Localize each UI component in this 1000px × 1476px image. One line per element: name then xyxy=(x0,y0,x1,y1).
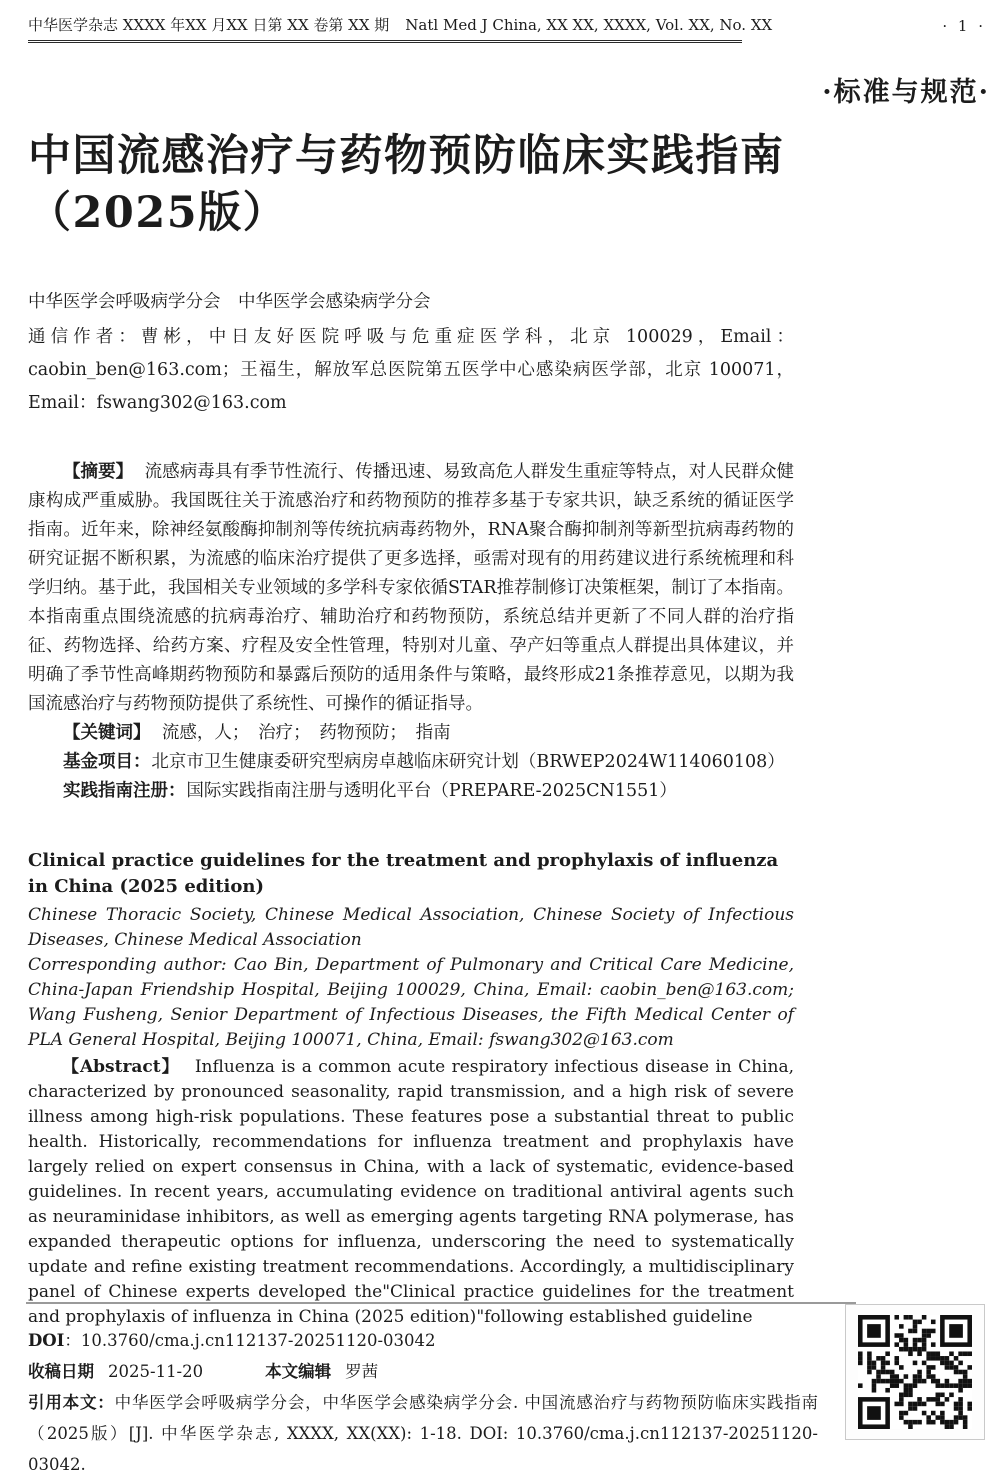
keywords-line xyxy=(28,719,794,748)
abstract-cn-label: 【摘要】 xyxy=(63,461,134,482)
fund-label: 基金项目： xyxy=(63,751,151,772)
article-title-line1: 中国流感治疗与药物预防临床实践指南 xyxy=(28,131,785,181)
correspondence-cn: 通信作者：曹彬，中日友好医院呼吸与危重症医学科，北京 100029，Email：caobin_ben@163.com；王福生，解放军总医院第五医学中心感染病医学部，北京 100071，Email：fswang302@163.com xyxy=(28,326,794,413)
english-section xyxy=(28,848,794,1330)
editor-label: 本文编辑 xyxy=(265,1362,332,1381)
page-number: · 1 · xyxy=(942,17,986,35)
affiliations: 中华医学会呼吸病学分会 中华医学会感染病学分会 xyxy=(28,291,431,312)
journal-title-cn: 中华医学杂志 XXXX 年XX 月XX 日第 XX 卷第 XX 期 xyxy=(28,16,390,34)
received-line xyxy=(28,1356,818,1387)
authors-en: Chinese Thoracic Society, Chinese Medical Association, Chinese Society of Infectious Diseases, Chinese Medical Association xyxy=(28,904,794,950)
registration-text: 国际实践指南注册与透明化平台（PREPARE-2025CN1551） xyxy=(186,780,677,801)
citation-text: 中华医学会呼吸病学分会，中华医学会感染病学分会. 中国流感治疗与药物预防临床实践指南（2025版）[J]. 中华医学杂志, XXXX, XX(XX): 1-18. DOI: 10.3760/cma.j.cn112137-20251120-03042. xyxy=(28,1393,819,1474)
keywords-label: 【关键词】 xyxy=(63,722,151,743)
running-head xyxy=(28,14,773,43)
title-en: Clinical practice guidelines for the treatment and prophylaxis of influenza in China (2025 edition) xyxy=(28,849,779,897)
abstract-en-label: 【Abstract】 xyxy=(62,1056,180,1077)
fund-line xyxy=(28,748,794,777)
footnote-block xyxy=(28,1325,818,1476)
received-label: 收稿日期 xyxy=(28,1362,94,1381)
citation-line xyxy=(28,1387,818,1476)
editor-name: 罗茜 xyxy=(345,1362,379,1381)
fund-text: 北京市卫生健康委研究型病房卓越临床研究计划（BRWEP2024W114060108） xyxy=(151,751,785,772)
abstract-en xyxy=(28,1055,794,1330)
qr-code-image xyxy=(858,1315,972,1429)
footer-divider xyxy=(26,1302,856,1304)
qr-code xyxy=(845,1304,985,1440)
citation-label: 引用本文： xyxy=(28,1393,115,1412)
abstract-en-text: Influenza is a common acute respiratory infectious disease in China, characterized by pronounced seasonality, rapid transmission, and a high risk of severe illness among high-risk populations. These features pose a substantial threat to public health. Historically, recommendations for influenza treatment and prophylaxis have largely relied on expert consensus in China, with a lack of systematic, evidence-based guidelines. In recent years, accumulating evidence on traditional antiviral agents such as neuraminidase inhibitors, as well as emerging agents targeting RNA polymerase, has expanded therapeutic options for influenza, underscoring the need to systematically update and refine existing treatment recommendations. Accordingly, a multidisciplinary panel of Chinese experts developed the"Clinical practice guidelines for the treatment and prophylaxis of influenza in China (2025 edition)"following established guideline xyxy=(28,1056,794,1327)
keywords-text: 流感，人； 治疗； 药物预防； 指南 xyxy=(161,722,451,743)
article-title xyxy=(28,128,794,242)
abstract-cn xyxy=(28,458,794,719)
received-date: 2025-11-20 xyxy=(108,1362,204,1381)
registration-line xyxy=(28,777,794,806)
registration-label: 实践指南注册： xyxy=(63,780,186,801)
article-title-line2: （2025版） xyxy=(28,187,288,238)
journal-title-en: Natl Med J China, XX XX, XXXX, Vol. XX, No. XX xyxy=(405,16,773,34)
doi-value: ：10.3760/cma.j.cn112137-20251120-03042 xyxy=(64,1331,436,1350)
main-column xyxy=(28,128,794,1330)
column-section-label: ·标准与规范· xyxy=(822,77,990,108)
correspondence-en: Corresponding author: Cao Bin, Department of Pulmonary and Critical Care Medicine, China-Japan Friendship Hospital, Beijing 100029, China, Email: caobin_ben@163.com; Wang Fusheng, Senior Department of Infectious Diseases, the Fifth Medical Center of PLA General Hospital, Beijing 100071, China, Email: fswang302@163.com xyxy=(28,954,794,1050)
abstract-cn-text: 流感病毒具有季节性流行、传播迅速、易致高危人群发生重症等特点，对人民群众健康构成严重威胁。我国既往关于流感治疗和药物预防的推荐多基于专家共识，缺乏系统的循证医学指南。近年来，除神经氨酸酶抑制剂等传统抗病毒药物外，RNA聚合酶抑制剂等新型抗病毒药物的研究证据不断积累，为流感的临床治疗提供了更多选择，亟需对现有的用药建议进行系统梳理和科学归纳。基于此，我国相关专业领域的多学科专家依循STAR推荐制修订决策框架，制订了本指南。本指南重点围绕流感的抗病毒治疗、辅助治疗和药物预防，系统总结并更新了不同人群的治疗指征、药物选择、给药方案、疗程及安全性管理，特别对儿童、孕产妇等重点人群提出具体建议，并明确了季节性高峰期药物预防和暴露后预防的适用条件与策略，最终形成21条推荐意见，以期为我国流感治疗与药物预防提供了系统性、可操作的循证指导。 xyxy=(28,461,795,714)
doi-line xyxy=(28,1325,818,1356)
doi-label: DOI xyxy=(28,1331,65,1350)
